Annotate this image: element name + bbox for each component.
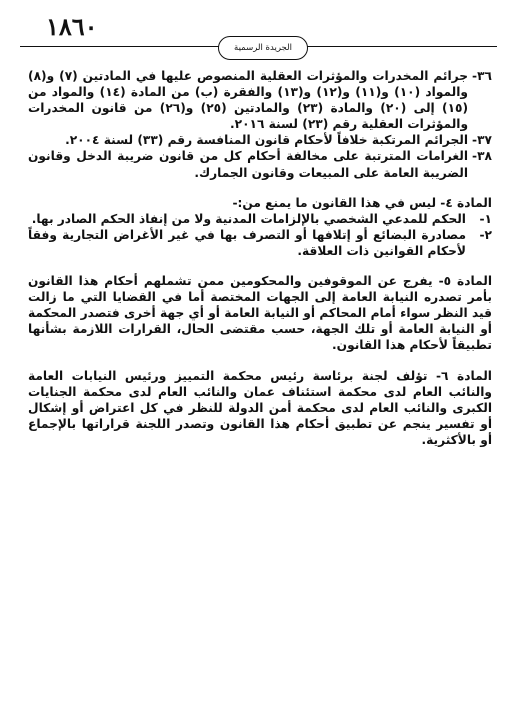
item-number: ٣٨- (472, 149, 492, 164)
list-item (28, 227, 492, 259)
item-number: ٢- (479, 227, 492, 242)
item-number: ٣٦- (472, 69, 492, 83)
item-text: مصادرة البضائع أو إتلافها أو التصرف بها في غير الأغراض التجارية وفقاً لأحكام القوانين ذات العلاقة. (28, 227, 466, 258)
list-item (28, 211, 492, 227)
item-number: ٣٧- (472, 133, 492, 148)
list-item (28, 68, 492, 132)
item-text: الغرامات المترتبة على مخالفة أحكام كل من قانون ضريبة الدخل وقانون الضريبة العامة على المبيعات وقانون الجمارك. (28, 149, 469, 180)
article-6: المادة ٦- تؤلف لجنة برئاسة رئيس محكمة التمييز ورئيس النيابات العامة والنائب العام لدى محكمة استئناف عمان والنائب العام لدى محكمة الجنايات الكبرى والنائب العام لدى محكمة أمن الدولة للنظر في كل اعتراض أو إشكال أو تفسير ينجم عن تطبيق أحكام هذا القانون وتصدر اللجنة قراراتها بالإجماع أو بالأكثرية. (28, 368, 492, 447)
list-item (28, 132, 492, 148)
article-4-heading: المادة ٤- ليس في هذا القانون ما يمنع من:- (232, 195, 492, 210)
item-text: الجرائم المرتكبة خلافاً لأحكام قانون المنافسة رقم (٣٣) لسنة ٢٠٠٤. (65, 133, 469, 148)
page-content (28, 68, 492, 448)
page-number: ١٨٦٠ (46, 12, 98, 41)
item-number: ١- (479, 211, 492, 226)
article-5: المادة ٥- يفرج عن الموقوفين والمحكومين ممن تشملهم أحكام هذا القانون بأمر تصدره النيابة العامة إلى الجهات المختصة أما في القضايا التي ما زالت قيد النظر سواء أمام المحاكم أو النيابة العامة أو أي جهة أخرى فتصدر المحكمة أو النيابة العامة أو تلك الجهة، حسب مقتضى الحال، القرارات اللازمة بشأنها تطبيقاً لأحكام هذا القانون. (28, 274, 492, 353)
gazette-title-badge: الجريدة الرسمية (218, 36, 308, 60)
item-text: جرائم المخدرات والمؤثرات العقلية المنصوص عليها في المادتين (٧) و(٨) والمواد (١٠) و(١١) و(١٢) و(١٣) والفقرة (ب) من المادة (١٤) والمواد من (١٥) إلى (٢٠) والمادة (٢٣) والمادتين (٢٥) و(٢٦) من قانون المخدرات والمؤثرات العقلية رقم (٢٣) لسنة ٢٠١٦. (28, 69, 469, 132)
list-item (28, 148, 492, 180)
item-text: الحكم للمدعي الشخصي بالإلزامات المدنية ولا من إنفاذ الحكم الصادر بها. (31, 211, 466, 226)
